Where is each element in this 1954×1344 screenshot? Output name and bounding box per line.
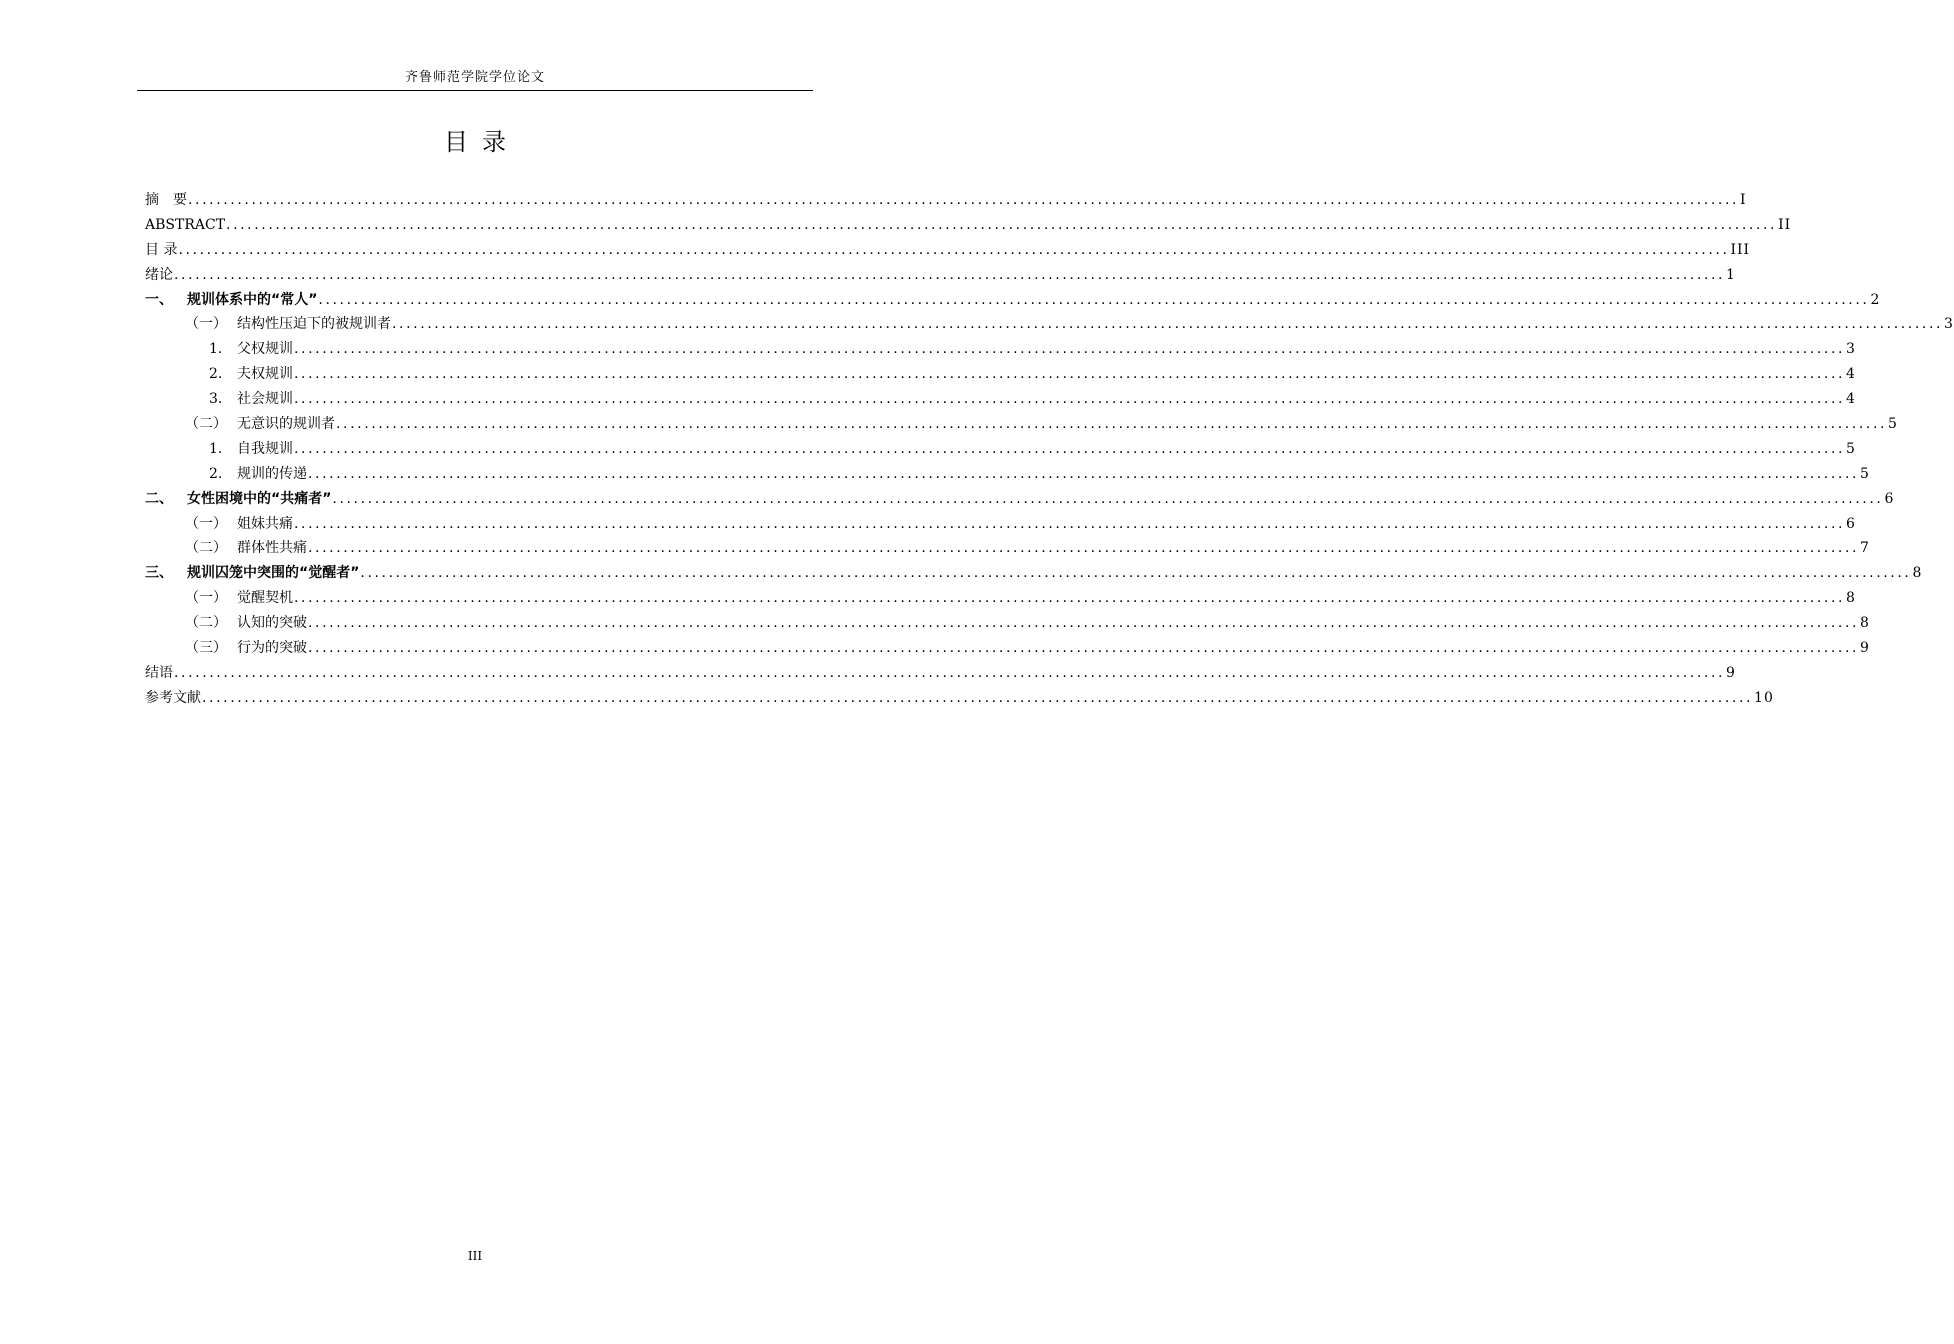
- toc-entry-number: （二）: [185, 615, 227, 632]
- toc-entry[interactable]: [145, 462, 1870, 487]
- toc-entry[interactable]: [145, 437, 1856, 462]
- toc-leader-dots: ............................................................................................................................................................................................................................: [202, 689, 1754, 706]
- toc-entry-page: 3: [1846, 341, 1856, 358]
- toc-entry-text: 摘 要: [145, 192, 187, 208]
- toc-leader-dots: ............................................................................................................................................................................................................................: [318, 291, 1870, 308]
- toc-entry-page: III: [1730, 241, 1751, 258]
- toc-entry-page: 6: [1846, 515, 1856, 532]
- toc-entry-text: 参考文献: [145, 689, 201, 706]
- toc-entry-page: 3: [1944, 316, 1954, 333]
- toc-entry-page: 5: [1860, 465, 1870, 482]
- toc-entry[interactable]: [145, 536, 1870, 561]
- toc-entry[interactable]: [145, 561, 1923, 586]
- header-title: 齐鲁师范学院学位论文: [404, 70, 545, 85]
- toc-entry-page: 8: [1860, 615, 1870, 632]
- toc-entry-text: 规训的传递: [237, 465, 307, 482]
- toc-entry-page: 5: [1888, 416, 1898, 433]
- toc-entry-number: （三）: [185, 640, 227, 657]
- toc-entry-number: （二）: [185, 416, 227, 433]
- toc-entry-text: 规训囚笼中突围的“觉醒者”: [187, 565, 360, 582]
- toc-entry-page: 2: [1870, 291, 1881, 308]
- toc-entry-page: II: [1778, 216, 1792, 233]
- toc-entry-text: 结语: [145, 664, 173, 681]
- toc-leader-dots: ............................................................................................................................................................................................................................: [174, 664, 1726, 681]
- toc-entry-number: （二）: [185, 540, 227, 557]
- toc-entry-page: 6: [1884, 490, 1895, 507]
- toc-entry[interactable]: [145, 412, 1898, 437]
- toc-entry-number: 3.: [209, 391, 223, 408]
- toc-leader-dots: ............................................................................................................................................................................................................................: [226, 216, 1778, 233]
- toc-title: 目录: [444, 128, 520, 156]
- toc-entry[interactable]: [145, 288, 1881, 313]
- toc-entry[interactable]: [145, 238, 1751, 263]
- toc-leader-dots: ............................................................................................................................................................................................................................: [308, 615, 1860, 632]
- toc-entry-text: 行为的突破: [237, 640, 307, 657]
- toc-entry-page: 4: [1846, 366, 1856, 383]
- toc-entry-number: 三、: [145, 565, 173, 582]
- toc-leader-dots: ............................................................................................................................................................................................................................: [174, 266, 1726, 283]
- toc-entry-number: 一、: [145, 291, 173, 308]
- toc-leader-dots: ............................................................................................................................................................................................................................: [308, 640, 1860, 657]
- toc-entry[interactable]: [145, 586, 1856, 611]
- toc-entry-text: 群体性共痛: [237, 540, 307, 557]
- toc-entry-page: 5: [1846, 440, 1856, 457]
- toc-entry-number: 2.: [209, 465, 223, 482]
- toc-entry-page: I: [1740, 192, 1747, 208]
- toc-entry-page: 9: [1860, 640, 1870, 657]
- toc-leader-dots: ............................................................................................................................................................................................................................: [336, 416, 1888, 433]
- toc-entry[interactable]: [145, 636, 1870, 661]
- toc-leader-dots: ............................................................................................................................................................................................................................: [294, 440, 1846, 457]
- toc-entry-text: 认知的突破: [237, 615, 307, 632]
- toc-entry-page: 8: [1846, 590, 1856, 607]
- toc-entry[interactable]: [145, 362, 1856, 387]
- toc-leader-dots: ............................................................................................................................................................................................................................: [188, 192, 1740, 208]
- toc-entry[interactable]: [145, 512, 1856, 537]
- toc-entry-number: （一）: [185, 316, 227, 333]
- toc-entry-text: 无意识的规训者: [237, 416, 335, 433]
- page-number: III: [467, 1249, 483, 1263]
- toc-leader-dots: ............................................................................................................................................................................................................................: [308, 540, 1860, 557]
- toc-leader-dots: ............................................................................................................................................................................................................................: [178, 241, 1730, 258]
- toc-entry-text: 女性困境中的“共痛者”: [187, 490, 332, 507]
- toc-entry-text: 姐妹共痛: [237, 515, 293, 532]
- toc-leader-dots: ............................................................................................................................................................................................................................: [360, 565, 1912, 582]
- toc-entry[interactable]: [145, 686, 1774, 711]
- toc-entry-page: 1: [1726, 266, 1736, 283]
- toc-entry-text: 目 录: [145, 241, 178, 258]
- table-of-contents: [145, 188, 1954, 711]
- toc-entry-text: 觉醒契机: [237, 590, 293, 607]
- toc-entry-text: ABSTRACT: [145, 216, 226, 233]
- toc-entry[interactable]: [145, 188, 1747, 213]
- toc-entry-number: 1.: [209, 341, 223, 358]
- toc-entry-text: 绪论: [145, 266, 173, 283]
- toc-entry[interactable]: [145, 611, 1870, 636]
- toc-entry[interactable]: [145, 487, 1895, 512]
- toc-entry-text: 自我规训: [237, 440, 293, 457]
- toc-entry-page: 7: [1860, 540, 1870, 557]
- toc-entry-number: （一）: [185, 590, 227, 607]
- toc-entry-page: 4: [1846, 391, 1856, 408]
- toc-entry[interactable]: [145, 312, 1954, 337]
- toc-entry-text: 夫权规训: [237, 366, 293, 383]
- toc-entry[interactable]: [145, 263, 1736, 288]
- toc-leader-dots: ............................................................................................................................................................................................................................: [294, 341, 1846, 358]
- toc-entry-page: 10: [1754, 689, 1774, 706]
- toc-leader-dots: ............................................................................................................................................................................................................................: [294, 515, 1846, 532]
- toc-entry-page: 9: [1726, 664, 1736, 681]
- toc-entry-number: 二、: [145, 490, 173, 507]
- toc-entry[interactable]: [145, 387, 1856, 412]
- toc-entry-text: 社会规训: [237, 391, 293, 408]
- toc-leader-dots: ............................................................................................................................................................................................................................: [308, 465, 1860, 482]
- toc-entry-text: 规训体系中的“常人”: [187, 291, 318, 308]
- toc-entry[interactable]: [145, 337, 1856, 362]
- toc-entry-text: 结构性压迫下的被规训者: [237, 316, 391, 333]
- toc-leader-dots: ............................................................................................................................................................................................................................: [294, 366, 1846, 383]
- toc-leader-dots: ............................................................................................................................................................................................................................: [392, 316, 1944, 333]
- toc-leader-dots: ............................................................................................................................................................................................................................: [294, 391, 1846, 408]
- toc-leader-dots: ............................................................................................................................................................................................................................: [332, 490, 1884, 507]
- toc-entry-number: 1.: [209, 440, 223, 457]
- toc-entry[interactable]: [145, 213, 1792, 238]
- toc-entry-page: 8: [1912, 565, 1923, 582]
- page-footer: [0, 1248, 950, 1264]
- toc-leader-dots: ............................................................................................................................................................................................................................: [294, 590, 1846, 607]
- toc-entry-number: （一）: [185, 515, 227, 532]
- toc-entry-text: 父权规训: [237, 341, 293, 358]
- page-header: [137, 68, 813, 91]
- toc-entry-number: 2.: [209, 366, 223, 383]
- toc-entry[interactable]: [145, 661, 1736, 686]
